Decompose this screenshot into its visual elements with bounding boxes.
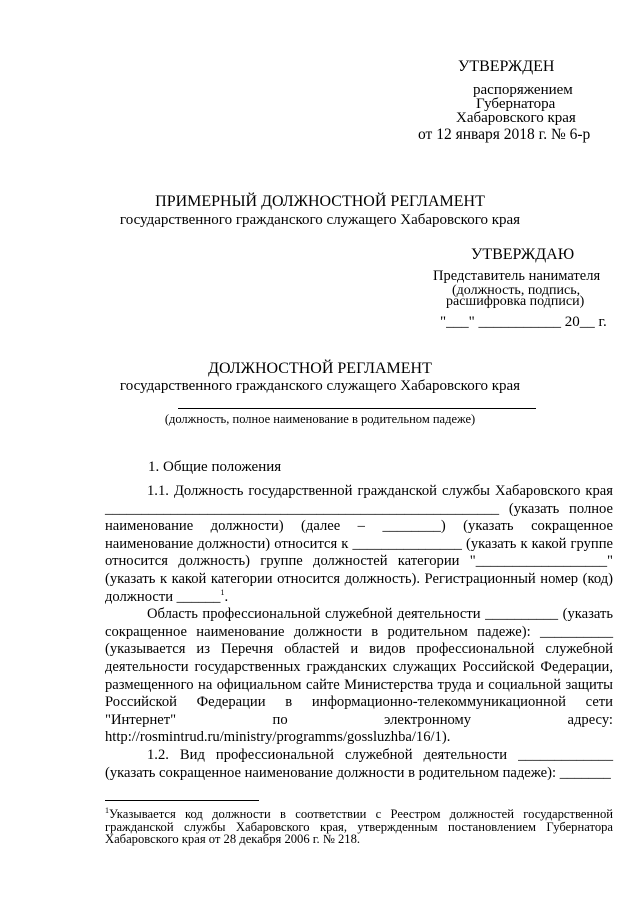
- footnote-ref: 1: [220, 587, 225, 597]
- approval-title: УТВЕРЖДЕН: [458, 58, 555, 75]
- approval-line-1: распоряжением: [473, 82, 573, 98]
- position-blank-line: [178, 408, 536, 409]
- section-heading: 1. Общие положения: [148, 459, 282, 475]
- approval-line-3: Хабаровского края: [456, 110, 576, 126]
- section-body: [105, 483, 613, 782]
- footnote-mark: 1: [105, 805, 109, 815]
- approve-block-line-3: расшифровка подписи): [446, 294, 585, 309]
- paragraph-1-2: 1.2. Вид профессиональной служебной деятельности _____________ (указать сокращенное наименование должности в родительном падеже): _______: [105, 746, 613, 781]
- approve-block-line-2: (должность, подпись,: [452, 283, 581, 298]
- approve-block-date: "___" ___________ 20__ г.: [440, 314, 607, 330]
- regulation-title: ДОЛЖНОСТНОЙ РЕГЛАМЕНТ: [208, 360, 432, 377]
- approval-line-2: Губернатора: [476, 96, 556, 112]
- approve-block-line-1: Представитель нанимателя: [433, 268, 601, 284]
- paragraph-1-1-text: 1.1. Должность государственной гражданской службы Хабаровского края ______________________________________________________ (указать полное наименование должности) (далее – ________) (указать сокращенное наименование должности) относится к _______________ (указать к какой группе относится должность) группе должностей категории "__________________" (указать к какой категории относится должность). Регистрационный номер (код) должности ______: [105, 483, 613, 605]
- position-caption: (должность, полное наименование в родительном падеже): [164, 412, 476, 426]
- approve-block-title: УТВЕРЖДАЮ: [471, 246, 575, 263]
- document-subtitle: государственного гражданского служащего Хабаровского края: [119, 212, 521, 228]
- footnote-separator: [105, 800, 259, 801]
- regulation-subtitle: государственного гражданского служащего Хабаровского края: [119, 378, 521, 394]
- footnote-text: Указывается код должности в соответствии с Реестром должностей государственной гражданской службы Хабаровского края, утвержденным постановлением Губернатора Хабаровского края от 28 декабря 2006 г. № 218.: [105, 807, 613, 847]
- footnote: [105, 805, 613, 847]
- paragraph-area: Область профессиональной служебной деятельности __________ (указать сокращенное наименование должности в родительном падеже): __________ (указывается из Перечня областей и видов профессиональной служебной деятельности государственных гражданских служащих Российской Федерации, размещенного на официальном сайте Министерства труда и социальной защиты Российской Федерации в информационно-телекоммуникационной сети "Интернет" по электронному адресу: http://rosmintrud.ru/ministry/programms/gossluzhba/16/1).: [105, 606, 613, 746]
- document-title: ПРИМЕРНЫЙ ДОЛЖНОСТНОЙ РЕГЛАМЕНТ: [155, 193, 485, 210]
- paragraph-1-1: [105, 483, 613, 606]
- approval-date: от 12 января 2018 г. № 6-р: [418, 126, 591, 143]
- paragraph-1-1-end: .: [224, 588, 229, 605]
